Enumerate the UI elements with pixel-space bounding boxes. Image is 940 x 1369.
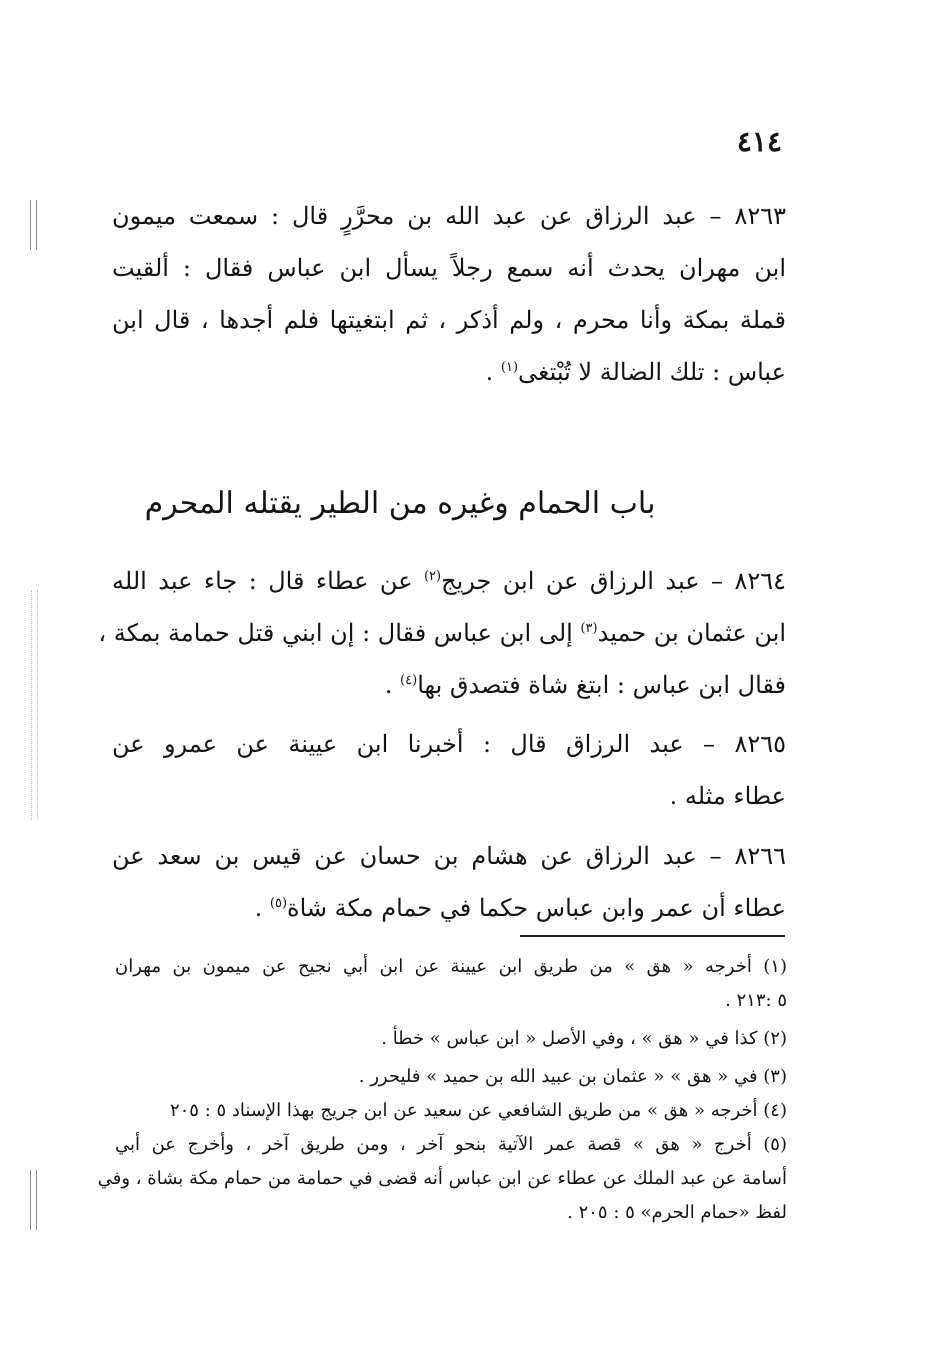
text-line: عطاء مثله .	[669, 782, 786, 810]
chapter-title: باب الحمام وغيره من الطير يقتله المحرم	[144, 486, 656, 521]
margin-mark	[30, 1170, 31, 1230]
hadith-8264	[98, 555, 786, 711]
text-span: إلى ابن عباس فقال : إن ابني قتل حمامة بمكة ،	[98, 619, 581, 647]
footnotes	[97, 950, 787, 1230]
footnote-2	[115, 1022, 787, 1056]
text-span: ابن عثمان بن حميد	[597, 619, 786, 647]
text-span: عطاء أن عمر وابن عباس حكما في حمام مكة شاة	[287, 894, 786, 922]
text-line	[112, 882, 786, 934]
footnote-line: (٣) في « هق » « عثمان بن عبيد الله بن حميد » فليحرر .	[358, 1066, 787, 1087]
margin-dots	[31, 590, 32, 820]
text-span: فقال ابن عباس : ابتغ شاة فتصدق بها	[417, 671, 786, 699]
text-line: ٨٢٦٣ – عبد الرزاق عن عبد الله بن محرَّرٍ قال : سمعت ميمون	[112, 202, 786, 230]
margin-mark	[30, 200, 31, 250]
text-line: ٨٢٦٥ – عبد الرزاق قال : أخبرنا ابن عيينة عن عمرو عن	[112, 730, 786, 758]
footnote-separator	[520, 935, 785, 937]
text-line: ابن مهران يحدث أنه سمع رجلاً يسأل ابن عباس فقال : ألقيت	[112, 254, 786, 282]
text-line: قملة بمكة وأنا محرم ، ولم أذكر ، ثم ابتغيتها فلم أجدها ، قال ابن	[112, 306, 786, 334]
text-span: .	[254, 894, 270, 922]
footnote-line: (٤) أخرجه « هق » من طريق الشافعي عن سعيد عن ابن جريج بهذا الإسناد ٥ : ٢٠٥	[169, 1100, 787, 1121]
text-span: .	[384, 671, 401, 699]
footnote-1	[115, 950, 787, 1018]
margin-mark	[36, 200, 37, 250]
text-span: .	[485, 358, 501, 386]
footnote-ref-4[interactable]: (٤)	[400, 673, 418, 688]
hadith-8265	[112, 718, 786, 822]
footnote-4	[115, 1094, 787, 1128]
margin-mark	[36, 1170, 37, 1230]
footnote-line: ٥ :٢١٣ .	[725, 990, 787, 1011]
footnote-line: (٢) كذا في « هق » ، وفي الأصل « ابن عباس » خطأ .	[381, 1028, 787, 1049]
hadith-8263	[112, 190, 786, 398]
footnote-3	[115, 1060, 787, 1094]
footnote-ref-1[interactable]: (١)	[500, 360, 519, 375]
footnote-5	[97, 1128, 787, 1230]
footnote-ref-3[interactable]: (٣)	[580, 621, 598, 636]
footnote-line: (٥) أخرج « هق » قصة عمر الآتية بنحو آخر ، ومن طريق آخر ، وأخرج عن أبي	[115, 1134, 787, 1155]
text-span: عن عطاء قال : جاء عبد الله	[112, 567, 424, 595]
footnote-ref-5[interactable]: (٥)	[269, 896, 288, 911]
hadith-8266	[112, 830, 786, 934]
text-span: عباس : تلك الضالة لا تُبْتغى	[518, 358, 786, 386]
text-line	[98, 607, 786, 659]
page-number: ٤١٤	[736, 125, 782, 158]
footnote-line: أسامة عن عبد الملك عن عطاء عن ابن عباس أنه قضى في حمامة من حمام مكة بشاة ، وفي	[97, 1168, 787, 1189]
text-line	[112, 659, 786, 711]
text-span: ٨٢٦٤ – عبد الرزاق عن ابن جريج	[441, 567, 786, 595]
footnote-line: لفظ «حمام الحرم» ٥ : ٢٠٥ .	[567, 1202, 787, 1223]
footnote-line: (١) أخرجه « هق » من طريق ابن عيينة عن ابن أبي نجيح عن ميمون بن مهران	[115, 956, 787, 977]
text-line: ٨٢٦٦ – عبد الرزاق عن هشام بن حسان عن قيس بن سعد عن	[112, 842, 786, 870]
text-line	[112, 555, 786, 607]
footnote-ref-2[interactable]: (٢)	[423, 569, 442, 584]
text-line	[112, 346, 786, 398]
margin-dots	[37, 590, 38, 820]
